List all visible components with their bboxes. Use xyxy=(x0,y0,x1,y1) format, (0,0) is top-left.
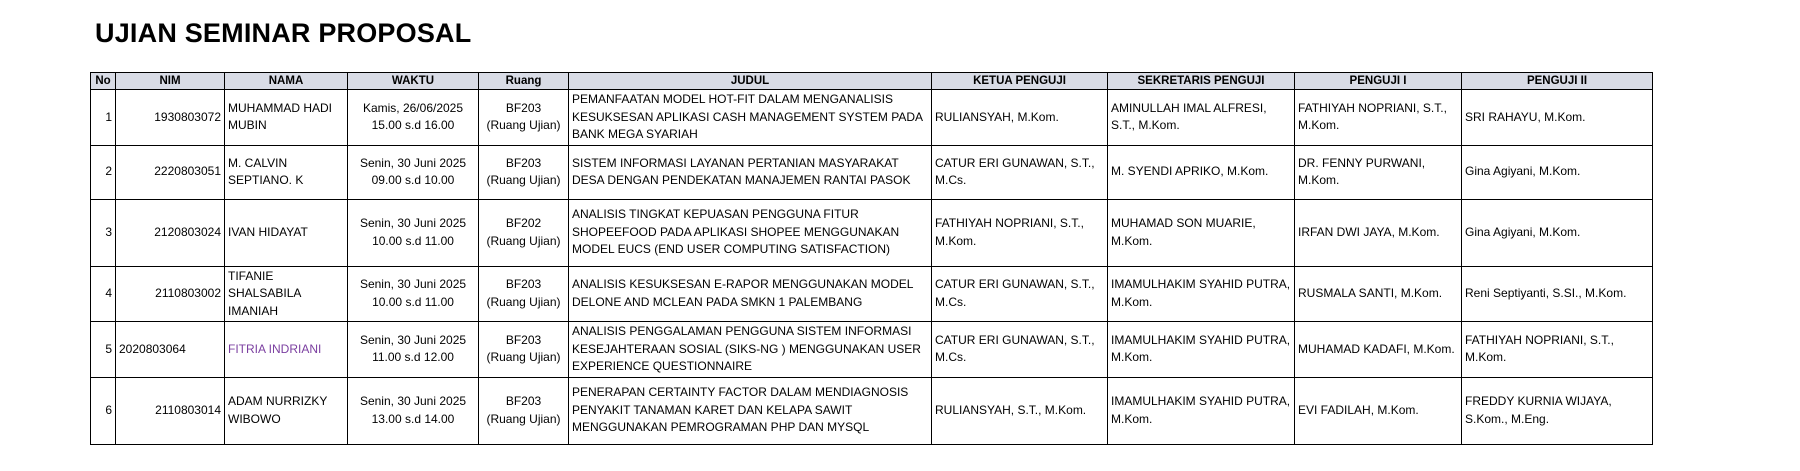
waktu-date: Senin, 30 Juni 2025 xyxy=(359,394,467,408)
cell-nama: ADAM NURRIZKY WIBOWO xyxy=(225,377,348,444)
cell-penguji-1: MUHAMAD KADAFI, M.Kom. xyxy=(1295,322,1462,378)
ruang-code: BF203 xyxy=(505,332,542,347)
waktu-date: Senin, 30 Juni 2025 xyxy=(359,277,467,292)
waktu-date: Kamis, 26/06/2025 xyxy=(362,100,464,115)
ruang-code: BF202 xyxy=(505,216,542,230)
column-header-no: No xyxy=(91,73,116,90)
cell-ketua-penguji: FATHIYAH NOPRIANI, S.T., M.Kom. xyxy=(932,199,1108,266)
cell-no: 6 xyxy=(91,377,116,444)
cell-penguji-2: Reni Septiyanti, S.SI., M.Kom. xyxy=(1462,266,1653,322)
cell-nim: 2110803014 xyxy=(116,377,225,444)
column-header-waktu: WAKTU xyxy=(348,73,479,90)
cell-sekretaris-penguji: IMAMULHAKIM SYAHID PUTRA, M.Kom. xyxy=(1108,322,1295,378)
cell-nim: 2120803024 xyxy=(116,199,225,266)
ruang-name: (Ruang Ujian) xyxy=(486,118,561,133)
table-row xyxy=(91,266,1653,322)
page-title: UJIAN SEMINAR PROPOSAL xyxy=(95,18,472,48)
cell-waktu xyxy=(348,145,479,199)
cell-penguji-2: Gina Agiyani, M.Kom. xyxy=(1462,145,1653,199)
column-header-nama: NAMA xyxy=(225,73,348,90)
cell-no: 1 xyxy=(91,90,116,146)
cell-penguji-1: EVI FADILAH, M.Kom. xyxy=(1295,377,1462,444)
waktu-date: Senin, 30 Juni 2025 xyxy=(359,332,467,347)
ruang-name: (Ruang Ujian) xyxy=(486,350,561,365)
ruang-name: (Ruang Ujian) xyxy=(486,411,561,426)
cell-ruang xyxy=(479,377,569,444)
cell-penguji-1: FATHIYAH NOPRIANI, S.T., M.Kom. xyxy=(1295,90,1462,146)
cell-waktu xyxy=(348,266,479,322)
cell-nama: IVAN HIDAYAT xyxy=(225,199,348,266)
cell-penguji-1: DR. FENNY PURWANI, M.Kom. xyxy=(1295,145,1462,199)
cell-ruang xyxy=(479,90,569,146)
column-header-penguji-2: PENGUJI II xyxy=(1462,73,1653,90)
cell-judul: ANALISIS KESUKSESAN E-RAPOR MENGGUNAKAN MODEL DELONE AND MCLEAN PADA SMKN 1 PALEMBANG xyxy=(569,266,932,322)
cell-ruang xyxy=(479,199,569,266)
column-header-ketua-penguji: KETUA PENGUJI xyxy=(932,73,1108,90)
cell-judul: ANALISIS TINGKAT KEPUASAN PENGGUNA FITUR SHOPEEFOOD PADA APLIKASI SHOPEE MENGGUNAKAN MODEL EUCS (END USER COMPUTING SATISFACTION) xyxy=(569,199,932,266)
cell-nama: M. CALVIN SEPTIANO. K xyxy=(225,145,348,199)
cell-waktu xyxy=(348,322,479,378)
cell-penguji-2: FREDDY KURNIA WIJAYA, S.Kom., M.Eng. xyxy=(1462,377,1653,444)
ruang-code: BF203 xyxy=(505,394,542,408)
cell-sekretaris-penguji: MUHAMAD SON MUARIE, M.Kom. xyxy=(1108,199,1295,266)
column-header-penguji-1: PENGUJI I xyxy=(1295,73,1462,90)
waktu-time: 10.00 s.d 11.00 xyxy=(372,233,454,248)
table-row xyxy=(91,145,1653,199)
waktu-time: 09.00 s.d 10.00 xyxy=(371,173,455,187)
cell-judul: PENERAPAN CERTAINTY FACTOR DALAM MENDIAGNOSIS PENYAKIT TANAMAN KARET DAN KELAPA SAWIT MENGGUNAKAN PEMROGRAMAN PHP DAN MYSQL xyxy=(569,377,932,444)
cell-nama: MUHAMMAD HADI MUBIN xyxy=(225,90,348,146)
waktu-date: Senin, 30 Juni 2025 xyxy=(359,155,467,170)
column-header-nim: NIM xyxy=(116,73,225,90)
table-row xyxy=(91,322,1653,378)
table-row xyxy=(91,199,1653,266)
cell-nim: 2110803002 xyxy=(116,266,225,322)
cell-no: 2 xyxy=(91,145,116,199)
cell-nama: FITRIA INDRIANI xyxy=(225,322,348,378)
cell-sekretaris-penguji: IMAMULHAKIM SYAHID PUTRA, M.Kom. xyxy=(1108,377,1295,444)
cell-waktu xyxy=(348,377,479,444)
cell-no: 3 xyxy=(91,199,116,266)
cell-sekretaris-penguji: AMINULLAH IMAL ALFRESI, S.T., M.Kom. xyxy=(1108,90,1295,146)
cell-waktu xyxy=(348,90,479,146)
cell-sekretaris-penguji: IMAMULHAKIM SYAHID PUTRA, M.Kom. xyxy=(1108,266,1295,322)
ruang-code: BF203 xyxy=(505,155,542,170)
cell-no: 5 xyxy=(91,322,116,378)
cell-penguji-2: FATHIYAH NOPRIANI, S.T., M.Kom. xyxy=(1462,322,1653,378)
cell-no: 4 xyxy=(91,266,116,322)
cell-ruang xyxy=(479,266,569,322)
cell-nim: 2020803064 xyxy=(116,322,225,378)
cell-ketua-penguji: CATUR ERI GUNAWAN, S.T., M.Cs. xyxy=(932,322,1108,378)
cell-sekretaris-penguji: M. SYENDI APRIKO, M.Kom. xyxy=(1108,145,1295,199)
cell-nim: 2220803051 xyxy=(116,145,225,199)
waktu-date: Senin, 30 Juni 2025 xyxy=(359,216,467,230)
table-row xyxy=(91,377,1653,444)
cell-penguji-1: IRFAN DWI JAYA, M.Kom. xyxy=(1295,199,1462,266)
waktu-time: 13.00 s.d 14.00 xyxy=(371,411,455,426)
table-header-row xyxy=(91,73,1653,90)
column-header-ruang: Ruang xyxy=(479,73,569,90)
ruang-code: BF203 xyxy=(505,100,542,115)
cell-penguji-1: RUSMALA SANTI, M.Kom. xyxy=(1295,266,1462,322)
cell-ketua-penguji: RULIANSYAH, S.T., M.Kom. xyxy=(932,377,1108,444)
column-header-sekretaris-penguji: SEKRETARIS PENGUJI xyxy=(1108,73,1295,90)
cell-nim: 1930803072 xyxy=(116,90,225,146)
waktu-time: 15.00 s.d 16.00 xyxy=(371,118,455,133)
cell-judul: ANALISIS PENGGALAMAN PENGGUNA SISTEM INFORMASI KESEJAHTERAAN SOSIAL (SIKS-NG ) MENGGUNAKAN USER EXPERIENCE QUESTIONNAIRE xyxy=(569,322,932,378)
cell-ketua-penguji: CATUR ERI GUNAWAN, S.T., M.Cs. xyxy=(932,145,1108,199)
column-header-judul: JUDUL xyxy=(569,73,932,90)
cell-judul: SISTEM INFORMASI LAYANAN PERTANIAN MASYARAKAT DESA DENGAN PENDEKATAN MANAJEMEN RANTAI PASOK xyxy=(569,145,932,199)
cell-penguji-2: SRI RAHAYU, M.Kom. xyxy=(1462,90,1653,146)
ruang-name: (Ruang Ujian) xyxy=(486,233,561,248)
cell-judul: PEMANFAATAN MODEL HOT-FIT DALAM MENGANALISIS KESUKSESAN APLIKASI CASH MANAGEMENT SYSTEM PADA BANK MEGA SYARIAH xyxy=(569,90,932,146)
cell-ruang xyxy=(479,322,569,378)
table-row xyxy=(91,90,1653,146)
exam-schedule-table xyxy=(90,72,1653,445)
cell-waktu xyxy=(348,199,479,266)
cell-ruang xyxy=(479,145,569,199)
ruang-code: BF203 xyxy=(505,277,542,292)
cell-ketua-penguji: CATUR ERI GUNAWAN, S.T., M.Cs. xyxy=(932,266,1108,322)
cell-nama: TIFANIE SHALSABILA IMANIAH xyxy=(225,266,348,322)
ruang-name: (Ruang Ujian) xyxy=(486,294,561,309)
ruang-name: (Ruang Ujian) xyxy=(486,173,561,187)
waktu-time: 11.00 s.d 12.00 xyxy=(372,350,454,365)
cell-penguji-2: Gina Agiyani, M.Kom. xyxy=(1462,199,1653,266)
cell-ketua-penguji: RULIANSYAH, M.Kom. xyxy=(932,90,1108,146)
waktu-time: 10.00 s.d 11.00 xyxy=(372,294,454,309)
